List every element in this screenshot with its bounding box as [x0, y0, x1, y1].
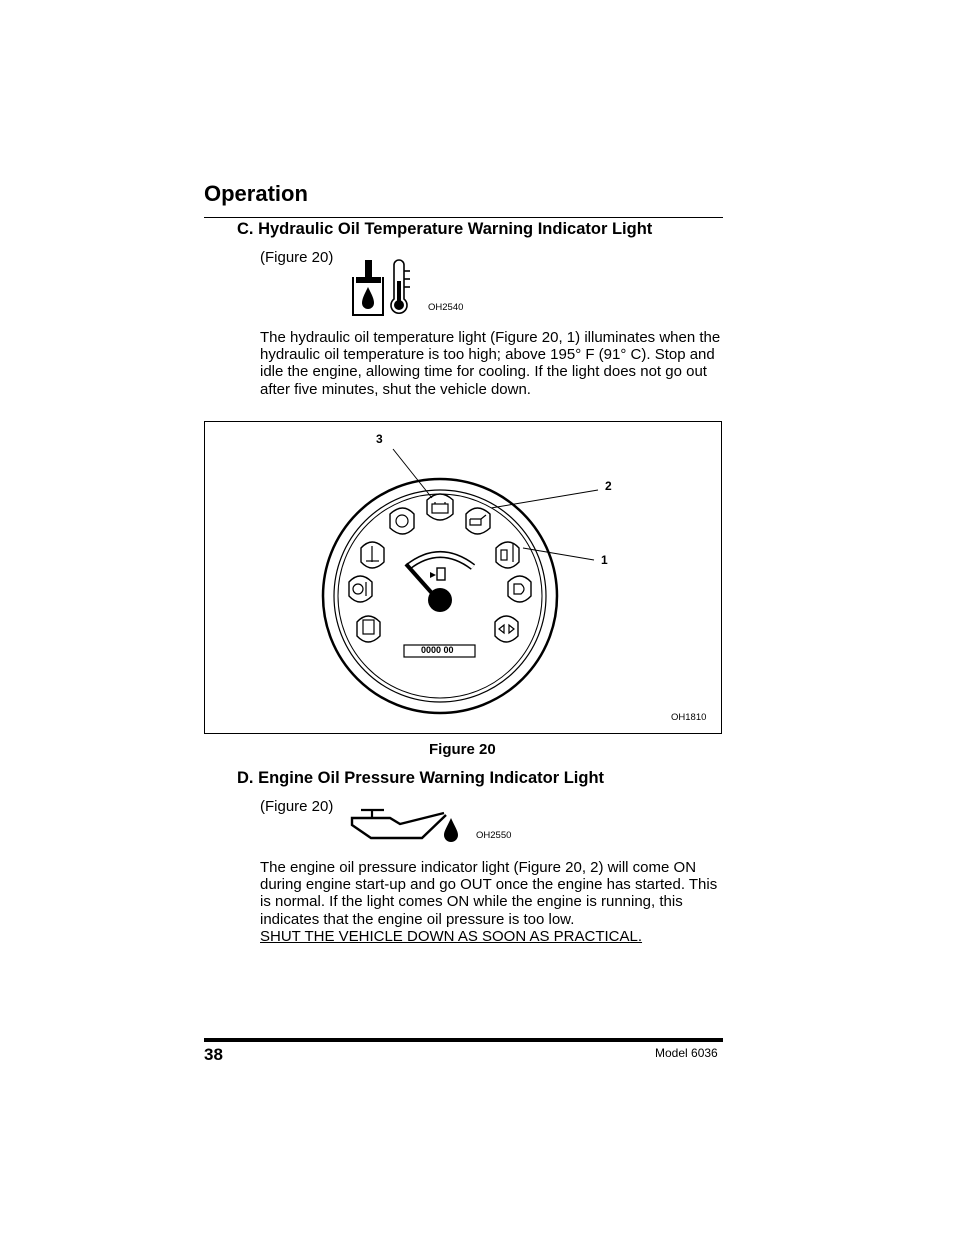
- figure-caption: Figure 20: [429, 741, 496, 758]
- footer-rule: [204, 1038, 723, 1042]
- figure-20-frame: [204, 421, 722, 734]
- section-d-paragraph: The engine oil pressure indicator light (Figure 20, 2) will come ON during engine start-up and go OUT once the engine has started. This is normal. If the light comes ON while the engine is running, this indicates that the engine oil pressure is too low.: [260, 859, 718, 928]
- callout-1-leader: [523, 548, 594, 560]
- section-d-icon-code: OH2550: [476, 830, 512, 841]
- callout-2: 2: [605, 479, 612, 493]
- model-label: Model 6036: [655, 1046, 718, 1060]
- section-d-warning: SHUT THE VEHICLE DOWN AS SOON AS PRACTICAL.: [260, 928, 643, 945]
- section-d-figure-ref: (Figure 20): [260, 798, 334, 815]
- page-number: 38: [204, 1045, 223, 1064]
- instrument-cluster-diagram: [205, 422, 721, 733]
- fuel-pump-icon: [437, 568, 445, 580]
- callout-1: 1: [601, 553, 608, 567]
- callout-3: 3: [376, 432, 383, 446]
- callout-3-leader: [393, 449, 432, 498]
- oil-can-icon: [350, 806, 465, 846]
- figure-code: OH1810: [671, 712, 707, 723]
- section-d-heading: D. Engine Oil Pressure Warning Indicator Light: [237, 769, 605, 787]
- odometer-reading: 0000 00: [421, 645, 454, 655]
- section-c-heading: C. Hydraulic Oil Temperature Warning Indicator Light: [237, 220, 653, 238]
- page-title: Operation: [204, 181, 308, 206]
- title-rule: [204, 217, 723, 218]
- section-c-icon-code: OH2540: [428, 302, 464, 313]
- hydraulic-oil-temperature-icon: [350, 259, 420, 319]
- section-c-figure-ref: (Figure 20): [260, 249, 334, 266]
- section-c-paragraph: The hydraulic oil temperature light (Figure 20, 1) illuminates when the hydraulic oil temperature is too high; above 195° F (91° C). Stop and idle the engine, allowing time for cooling. If the light does not go out after five minutes, shut the vehicle down.: [260, 329, 721, 398]
